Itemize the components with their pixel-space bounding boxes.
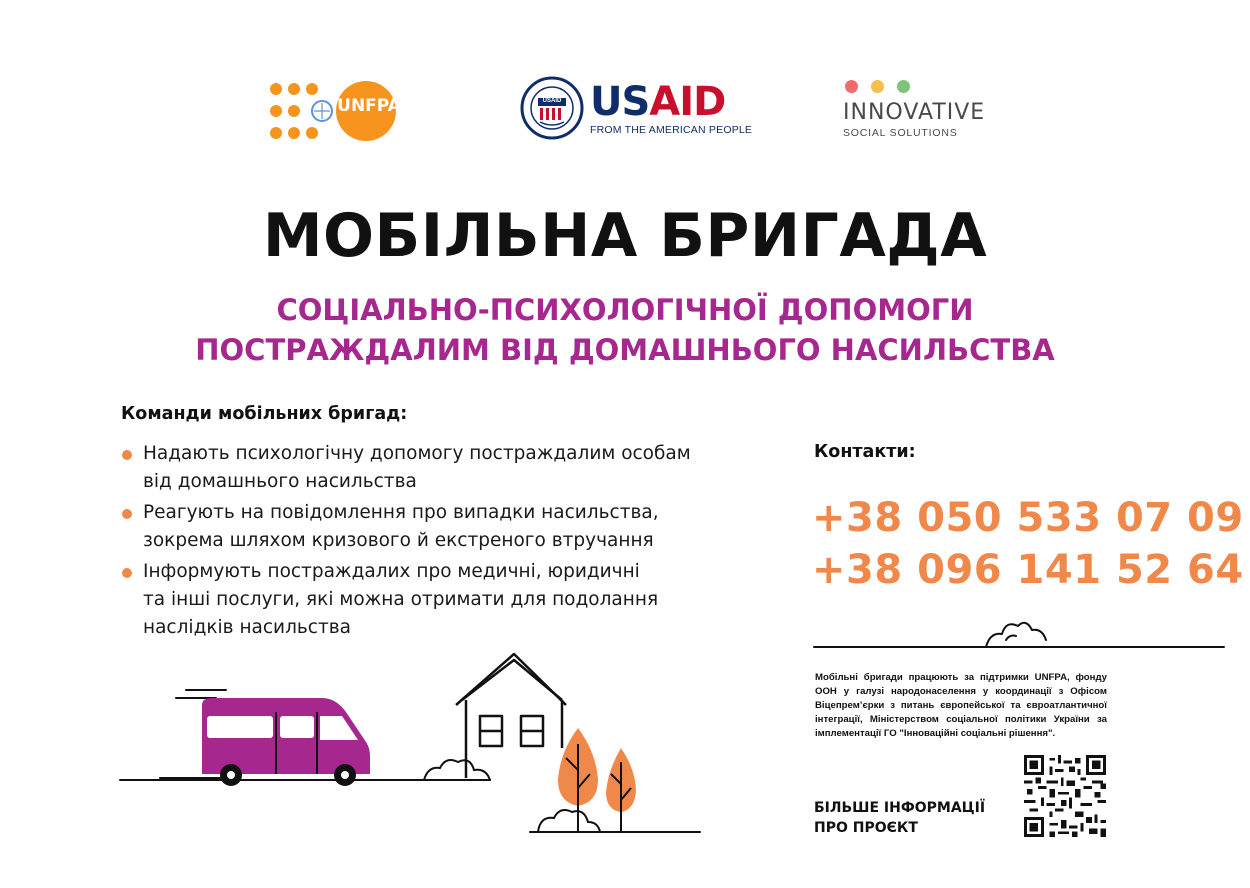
page-title: МОБІЛЬНА БРИГАДА [262, 201, 988, 271]
bush-icon [424, 760, 600, 832]
list-item-line: Надають психологічну допомогу постраждалим особам [143, 443, 691, 464]
contacts-heading: Контакти: [814, 442, 916, 462]
usaid-tagline: FROM THE AMERICAN PEOPLE [590, 124, 753, 136]
list-item-line: Інформують постраждалих про медичні, юридичні [143, 561, 640, 582]
list-item [121, 440, 741, 496]
list-item-line: від домашнього насильства [143, 471, 417, 492]
teams-heading: Команди мобільних бригад: [121, 404, 408, 424]
page-subtitle [0, 290, 1250, 370]
iss-dots [845, 80, 985, 93]
more-info-line-2: ПРО ПРОЄКТ [814, 820, 918, 836]
list-item-line: та інші послуги, які можна отримати для подолання [143, 589, 659, 610]
list-item [121, 499, 741, 555]
phone-number-2[interactable]: +38 096 141 52 64 [812, 547, 1244, 593]
subtitle-line-2: ПОСТРАЖДАЛИМ ВІД ДОМАШНЬОГО НАСИЛЬСТВА [195, 333, 1055, 367]
qr-code-icon[interactable] [1024, 755, 1106, 837]
bush-icon [814, 623, 1224, 647]
more-info-line-1: БІЛЬШЕ ІНФОРМАЦІЇ [814, 800, 986, 816]
logo-bar [0, 72, 1250, 152]
van-icon [202, 698, 370, 786]
iss-dot-green [897, 80, 910, 93]
list-item-line: Реагують на повідомлення про випадки насильства, [143, 502, 659, 523]
usaid-seal-icon [520, 76, 584, 140]
usaid-wordmark [590, 79, 753, 136]
unfpa-wordmark: UNFPA [337, 96, 401, 116]
iss-subtitle: SOCIAL SOLUTIONS [843, 127, 958, 139]
support-note: Мобільні бригади працюють за підтримки UNFPA, фонду ООН у галузі народонаселення у координації з Офісом Віцепрем’єрки з питань європейської та євроатлантичної інтеграції, Міністерством соціальної політики України за імплементації ГО "Інноваційні соціальні рішення". [815, 672, 1107, 739]
phone-number-1[interactable]: +38 050 533 07 09 [812, 495, 1244, 541]
ground-line [120, 778, 700, 832]
tree-icon [558, 728, 636, 832]
subtitle-line-1: СОЦІАЛЬНО-ПСИХОЛОГІЧНОЇ ДОПОМОГИ [276, 293, 974, 327]
house-icon [456, 654, 566, 778]
list-item-line: зокрема шляхом кризового й екстреного втручання [143, 530, 654, 551]
usaid-us: US [590, 79, 650, 125]
more-info-label [814, 798, 1014, 838]
usaid-seal-text: USAID [542, 98, 562, 104]
list-item-line: наслідків насильства [143, 617, 351, 638]
speed-lines [176, 690, 226, 698]
usaid-aid: AID [649, 79, 726, 125]
iss-name: INNOVATIVE [843, 100, 986, 125]
teams-list [121, 440, 741, 645]
list-item [121, 558, 741, 642]
innovative-social-solutions-logo [843, 80, 985, 139]
iss-dot-red [845, 80, 858, 93]
iss-dot-yellow [871, 80, 884, 93]
